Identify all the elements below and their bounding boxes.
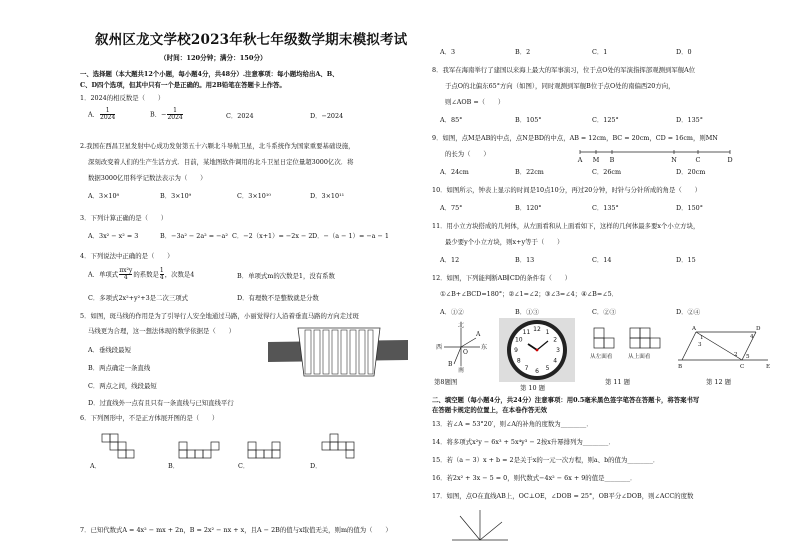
section1-heading: 一、选择题（本大题共12个小题，每小题4分，共48分）.注意事项：每小题均给出A、B、: [80, 70, 339, 78]
q4-option-c: C．多项式2x²+y²+3是二次三项式: [88, 294, 188, 302]
fig12-angle-3: 3: [698, 342, 702, 348]
segment-figure: [578, 148, 738, 164]
clock-numeral: 11: [522, 328, 531, 336]
view-left-label: 从左面看: [590, 354, 613, 360]
q4-option-b: B．单项式m的次数是1，没有系数: [237, 272, 335, 280]
section1-heading-2: C、D四个选项，但其中只有一个是正确的。用2B铅笔在答题卡上作答。: [80, 81, 286, 89]
seg-label-a: A: [577, 156, 583, 164]
q7-option-d: D．0: [676, 48, 692, 56]
q7-option-c: C．1: [592, 48, 608, 56]
section2-heading-2: 在答题卡规定的位置上，在本卷作答无效: [432, 406, 548, 414]
question-5-line2: 马线更为合理，这一想法体现的数学依据是（ ）: [88, 327, 235, 335]
q10-option-c: C．135°: [592, 204, 619, 212]
fig12-angle-2: 2: [734, 352, 738, 358]
q9-option-b: B．22cm: [515, 168, 544, 176]
question-2-line3: 数据3000亿用科学记数法表示为（ ）: [88, 174, 207, 182]
q3-option-c: C．−2（x+1）= −2x − 2: [232, 232, 313, 240]
figure-12-label: 第 12 题: [706, 378, 731, 386]
question-17: 17．如图，点O在直线AB上，OC⊥OE，∠DOB = 25°，OB平分∠DOB，则∠ACC的度数: [432, 492, 694, 500]
q9-option-c: C．26cm: [592, 168, 622, 176]
q9-option-a: A．24cm: [440, 168, 469, 176]
question-9-line2: 的长为（ ）: [445, 150, 490, 158]
page-subtitle: （时间：120分钟；满分：150分）: [160, 54, 267, 62]
fig12-d: D: [756, 326, 761, 332]
q10-option-d: D．150°: [676, 204, 703, 212]
net-d-figure: [320, 432, 364, 468]
compass-north: 北: [458, 322, 465, 329]
q8-option-b: B．105°: [515, 116, 542, 124]
q12-option-a: A．①②: [440, 308, 464, 316]
question-11-line1: 11．用小立方块搭成的几何体，从左面看和从上面看如下，这样的几何体最多要x个小立方块，: [432, 222, 700, 230]
clock-numeral: 2: [553, 336, 558, 344]
question-9-line1: 9．如图，点M是AB的中点，点N是BD的中点，AB = 12cm，BC = 20cm，CD = 16cm，则MN: [432, 134, 718, 142]
q4-option-d: D．有理数不是整数就是分数: [237, 294, 319, 302]
net-b-figure: [177, 440, 221, 468]
fig12-angle-4: 4: [750, 334, 754, 340]
question-8-line1: 8．我军在海南举行了建国以来海上最大的军事演习，位于点O处的军演指挥部观测到军舰A位: [432, 66, 696, 74]
figure-8-label: 第8题图: [434, 378, 458, 386]
clock-numeral: 7: [524, 365, 529, 373]
clock-figure: [497, 318, 577, 382]
q1-option-b: B．− $\frac{1}{2024}$: [150, 107, 183, 121]
q10-option-a: A．75°: [440, 204, 463, 212]
q12-option-c: C．②③: [592, 308, 617, 316]
compass-south: 南: [458, 367, 465, 374]
section2-heading: 二、填空题（每小题4分，共24分）注意事项：用0.5毫米黑色签字笔答在答题卡，将答案书写: [432, 396, 700, 404]
clock-numeral: 8: [516, 357, 521, 365]
question-2-line1: 2.我国在西昌卫星发射中心成功发射第五十六颗北斗导航卫星，北斗系统作为国家重要基础设施，: [80, 142, 355, 150]
q7-option-a: A．3: [440, 48, 456, 56]
question-14: 14．将多项式x²y − 6x³ + 5x⁴y³ − 2按x升幂排列为________．: [432, 438, 615, 446]
q6-option-c: C．: [238, 462, 250, 470]
question-6: 6．下列图形中，不是正方体展开图的是（ ）: [80, 414, 219, 422]
question-7: 7．已知代数式A = 4x² − mx + 2n，B = 2x² − nx + x，且A − 2B的值与x取值无关，则m的值为（ ）: [80, 526, 392, 534]
question-1: 1．2024的相反数是（ ）: [80, 94, 165, 102]
net-c-figure: [246, 440, 290, 468]
q8-option-d: D．135°: [676, 116, 703, 124]
q1-option-d: D．−2024: [310, 112, 344, 120]
fig12-b: B: [678, 364, 683, 370]
clock-numeral: 9: [514, 347, 518, 354]
q3-option-a: A．3x² − x² = 3: [88, 232, 139, 240]
net-a-figure: [100, 432, 150, 466]
q8-option-c: C．125°: [592, 116, 619, 124]
views-figure: [590, 326, 664, 366]
compass-point-o: O: [463, 349, 468, 356]
clock-numeral: 4: [553, 357, 558, 365]
question-11-line2: 最少要y个小立方块，则x+y等于（ ）: [445, 238, 564, 246]
q12-option-b: B．①③: [515, 308, 539, 316]
clock-numeral: 10: [514, 336, 523, 344]
question-13: 13．若∠A = 53°20′，则∠A的补角的度数为________．: [432, 420, 593, 428]
q1-option-c: C．2024: [226, 112, 254, 120]
angle-figure: [450, 506, 510, 546]
q2-option-a: A．3×10⁸: [88, 192, 120, 200]
q11-option-d: D．15: [676, 256, 696, 264]
zebra-crossing-figure: [268, 328, 408, 376]
q10-option-b: B．120°: [515, 204, 542, 212]
question-10: 10．如图所示，钟表上显示的时间是10点10分，再过20分钟，时针与分针所成的角是（ ）: [432, 186, 701, 194]
figure-11-label: 第 11 题: [605, 378, 630, 386]
clock-numeral: 1: [545, 328, 550, 336]
q11-option-b: B．13: [515, 256, 535, 264]
seg-label-b: B: [609, 156, 615, 164]
q11-option-a: A．12: [440, 256, 460, 264]
question-5-line1: 5．如图，斑马线的作用是为了引导行人安全地通过马路，小丽觉得行人沿着垂直马路的方向走过斑: [80, 312, 359, 320]
q9-option-d: D．20cm: [676, 168, 706, 176]
question-2-line2: 深刻改变着人们的生产生活方式．目前，某地图软件调用的北斗卫星日定位量超3000亿次．将: [88, 158, 354, 166]
q5-option-d: D．过直线外一点有且只有一条直线与已知直线平行: [88, 399, 234, 407]
compass-west: 西: [436, 344, 443, 351]
q12-option-d: D．②④: [676, 308, 701, 316]
compass-east: 东: [481, 344, 488, 351]
figure-10-label: 第 10 题: [520, 384, 545, 392]
question-4: 4．下列说法中正确的是（ ）: [80, 252, 174, 260]
fig12-a: A: [692, 326, 697, 332]
question-8-line2: 于点O的北偏东65°方向（如图），同时观测到军舰B位于点O处的南偏西20方向，: [445, 82, 675, 90]
q5-option-b: B．两点确定一条直线: [88, 364, 151, 372]
seg-label-d: D: [727, 156, 733, 164]
fig12-e: E: [766, 364, 771, 370]
clock-numeral: 3: [556, 347, 560, 354]
fig12-angle-1: 1: [700, 335, 704, 341]
q5-option-a: A．垂线段最短: [88, 346, 131, 354]
fig12-c: C: [740, 364, 745, 370]
compass-figure: [436, 322, 486, 372]
q2-option-b: B．3×10⁹: [160, 192, 192, 200]
view-top-label: 从上面看: [628, 354, 651, 360]
question-15: 15．若（a − 3）x + b = 2是关于x的一元一次方程，则a、b的值为________．: [432, 456, 660, 464]
q2-option-d: D．3×10¹¹: [310, 192, 345, 200]
parallel-figure: [676, 326, 772, 370]
q2-option-c: C．3×10¹⁰: [237, 192, 271, 200]
q6-option-d: D．: [310, 462, 322, 470]
q1-option-a: A． $\frac{1}{2024}$: [88, 107, 116, 121]
q8-option-a: A．85°: [440, 116, 463, 124]
q11-option-c: C．14: [592, 256, 612, 264]
question-12: 12．如图，下列能判断AB∥CD的条件有（ ）: [432, 274, 572, 282]
q4-option-a: A．单项式 $\frac{\text{πx²y}}{4}$ 的系数是 $\frac{1}{4}$ ，次数是4: [88, 267, 195, 281]
q6-option-b: B．: [168, 462, 180, 470]
clock-numeral: 12: [533, 326, 541, 333]
fig12-angle-5: 5: [746, 354, 750, 360]
seg-label-m: M: [592, 156, 600, 164]
q3-option-d: D．−（a − 1）= −a − 1: [312, 232, 389, 240]
q7-option-b: B．2: [515, 48, 531, 56]
question-16: 16．若2x² + 3x − 5 = 0，则代数式−4x² − 6x + 9的值是________．: [432, 474, 637, 482]
seg-label-n: N: [671, 156, 677, 164]
compass-point-b: B: [448, 361, 453, 368]
q6-option-a: A．: [90, 462, 102, 470]
question-8-line3: 则∠AOB =（ ）: [445, 98, 505, 106]
question-3: 3．下列计算正确的是（ ）: [80, 214, 168, 222]
page-title: 叙州区龙文学校2023年秋七年级数学期末模拟考试: [95, 32, 408, 48]
q12-conditions: ①∠B+∠BCD=180°；②∠1=∠2；③∠3=∠4；④∠B=∠5．: [440, 290, 619, 298]
clock-numeral: 6: [535, 368, 539, 375]
clock-numeral: 5: [545, 365, 550, 373]
compass-point-a: A: [476, 331, 481, 338]
q3-option-b: B．−3a² − 2a² = −a²: [160, 232, 228, 240]
seg-label-c: C: [695, 156, 701, 164]
q5-option-c: C．两点之间，线段最短: [88, 382, 157, 390]
